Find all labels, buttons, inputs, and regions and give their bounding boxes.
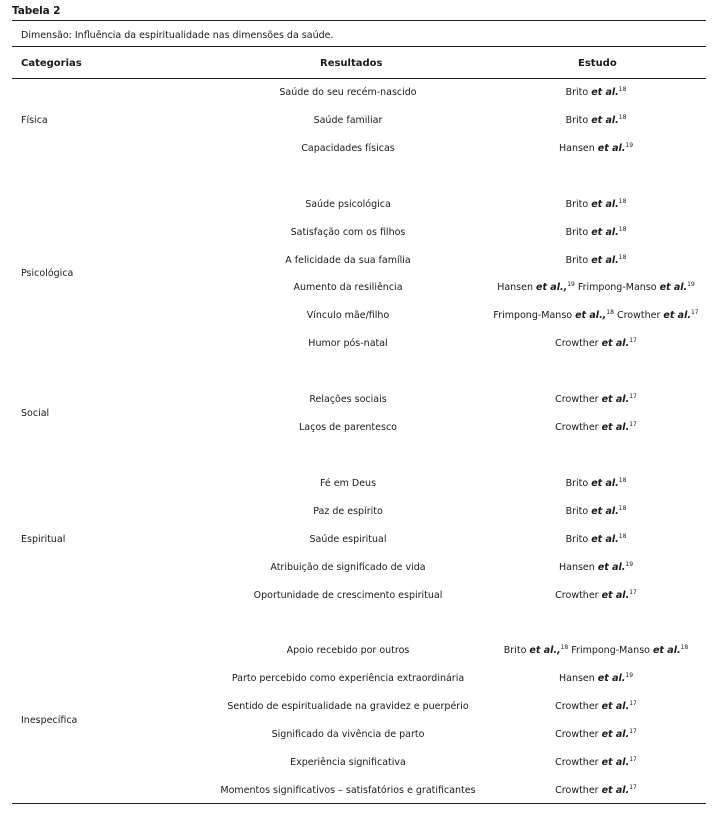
estudo-etal: et al. <box>601 394 630 406</box>
estudo-ref: 18 <box>618 197 627 205</box>
estudo-author: Crowther <box>613 310 664 322</box>
estudo-ref: 17 <box>629 392 637 400</box>
categoria-cell: Física <box>21 114 48 126</box>
estudo-ref: 18 <box>618 476 627 484</box>
estudo-etal: et al. <box>591 254 619 266</box>
estudo-etal: et al. <box>601 729 630 741</box>
estudo-ref: 19 <box>625 672 634 680</box>
table-subtitle: Dimensão: Influência da espiritualidade nas dimensões da saúde. <box>21 30 334 41</box>
resultado-cell: Humor pós-natal <box>308 338 388 350</box>
estudo-author: Brito <box>565 114 592 126</box>
estudo-ref: 18 <box>618 225 627 233</box>
estudo-author: Brito <box>565 198 592 210</box>
resultado-cell: Parto percebido como experiência extraordinária <box>231 673 465 685</box>
estudo-cell <box>555 338 637 349</box>
resultado-cell: Saúde familiar <box>313 114 383 126</box>
estudo-author: Brito <box>565 477 592 489</box>
estudo-ref: 17 <box>629 755 637 763</box>
estudo-ref: 18 <box>618 253 627 261</box>
estudo-author: Brito <box>565 505 592 517</box>
estudo-cell <box>555 394 637 405</box>
estudo-cell <box>559 673 633 684</box>
estudo-cell <box>566 115 627 126</box>
estudo-cell <box>555 729 637 740</box>
resultado-cell: Vínculo mãe/filho <box>306 310 390 322</box>
estudo-author: Crowther <box>555 589 602 601</box>
estudo-ref: 19 <box>567 281 575 289</box>
estudo-author: Hansen <box>558 561 598 573</box>
estudo-ref: 18 <box>680 644 689 652</box>
estudo-etal: et al. <box>663 310 691 322</box>
estudo-ref: 18 <box>618 504 627 512</box>
estudo-cell <box>559 562 633 573</box>
estudo-ref: 18 <box>606 309 614 317</box>
estudo-etal: et al. <box>601 338 630 350</box>
estudo-etal: et al. <box>601 784 630 796</box>
estudo-etal: et al. <box>652 645 681 657</box>
bottom-rule <box>12 803 706 804</box>
estudo-author: Frimpong-Manso <box>493 310 576 322</box>
estudo-cell <box>566 534 627 545</box>
estudo-ref: 18 <box>618 113 627 121</box>
estudo-etal: et al. <box>591 477 619 489</box>
estudo-etal: et al. <box>601 589 630 601</box>
estudo-author: Brito <box>565 226 592 238</box>
estudo-cell <box>555 757 637 768</box>
categoria-cell: Social <box>21 408 50 420</box>
estudo-author: Crowther <box>555 422 602 433</box>
estudo-etal: et al. <box>591 533 619 545</box>
resultado-cell: Saúde espiritual <box>309 533 387 545</box>
table-title: Tabela 2 <box>12 5 61 17</box>
estudo-cell <box>555 590 637 601</box>
estudo-etal: et al., <box>575 310 607 322</box>
resultado-cell: Significado da vivência de parto <box>271 729 425 741</box>
estudo-etal: et al. <box>597 561 626 573</box>
estudo-cell <box>566 87 627 98</box>
estudo-cell <box>566 506 627 517</box>
categoria-cell: Espiritual <box>21 533 66 545</box>
estudo-ref: 18 <box>560 644 569 652</box>
estudo-cell <box>555 422 637 433</box>
resultado-cell: Momentos significativos – satisfatórios e gratificantes <box>220 784 476 796</box>
resultado-cell: Apoio recebido por outros <box>286 645 410 657</box>
header-rule <box>12 78 706 79</box>
estudo-ref: 17 <box>690 309 699 317</box>
estudo-author: Crowther <box>555 784 602 796</box>
estudo-author: Frimpong-Manso <box>568 645 653 657</box>
estudo-etal: et al. <box>601 422 630 433</box>
estudo-ref: 17 <box>629 783 637 791</box>
estudo-cell <box>559 143 633 154</box>
estudo-etal: et al. <box>597 142 626 154</box>
resultado-cell: Experiência significativa <box>290 757 406 768</box>
estudo-cell <box>497 282 695 293</box>
resultado-cell: Aumento da resiliência <box>293 282 403 294</box>
categoria-cell: Inespecífica <box>21 715 78 727</box>
estudo-ref: 17 <box>629 337 637 345</box>
header-categorias: Categorias <box>21 58 82 69</box>
estudo-etal: et al. <box>591 226 619 238</box>
estudo-ref: 19 <box>625 141 634 149</box>
estudo-etal: et al. <box>591 198 619 210</box>
header-estudo: Estudo <box>578 58 617 69</box>
estudo-etal: et al. <box>597 673 626 685</box>
resultado-cell: Paz de espírito <box>313 505 383 517</box>
estudo-author: Crowther <box>555 701 602 713</box>
resultado-cell: Saúde do seu recém-nascido <box>279 87 417 98</box>
estudo-cell <box>566 255 627 266</box>
estudo-author: Crowther <box>555 757 602 768</box>
header-resultados: Resultados <box>320 58 383 69</box>
estudo-ref: 18 <box>618 85 627 93</box>
estudo-etal: et al., <box>536 282 568 294</box>
estudo-author: Crowther <box>555 729 602 741</box>
resultado-cell: Laços de parentesco <box>299 422 397 433</box>
estudo-author: Crowther <box>555 394 602 406</box>
estudo-cell <box>555 701 637 712</box>
estudo-etal: et al. <box>591 505 619 517</box>
resultado-cell: Oportunidade de crescimento espiritual <box>253 589 443 601</box>
resultado-cell: Atribuição de significado de vida <box>270 561 426 573</box>
estudo-cell <box>504 645 688 656</box>
estudo-cell <box>493 310 698 321</box>
resultado-cell: A felicidade da sua família <box>285 254 411 266</box>
estudo-ref: 17 <box>629 727 637 735</box>
top-rule <box>12 20 706 21</box>
estudo-author: Hansen <box>558 673 598 685</box>
estudo-cell <box>566 478 627 489</box>
estudo-author: Brito <box>565 87 592 98</box>
estudo-cell <box>566 199 627 210</box>
estudo-ref: 17 <box>629 588 637 596</box>
estudo-ref: 19 <box>625 560 634 568</box>
estudo-etal: et al. <box>601 701 630 713</box>
categoria-cell: Psicológica <box>21 268 74 280</box>
estudo-author: Brito <box>503 645 530 657</box>
estudo-author: Brito <box>565 254 592 266</box>
resultado-cell: Capacidades físicas <box>301 142 395 154</box>
estudo-etal: et al. <box>591 114 619 126</box>
estudo-etal: et al., <box>529 645 561 657</box>
estudo-etal: et al. <box>601 757 630 768</box>
resultado-cell: Saúde psicológica <box>305 198 391 210</box>
estudo-etal: et al. <box>591 87 619 98</box>
estudo-ref: 17 <box>629 420 637 428</box>
resultado-cell: Satisfação com os filhos <box>290 226 406 238</box>
estudo-author: Frimpong-Manso <box>574 282 660 294</box>
resultado-cell: Fé em Deus <box>319 477 377 489</box>
estudo-ref: 17 <box>629 700 637 708</box>
subtitle-rule <box>12 46 706 47</box>
resultado-cell: Relações sociais <box>309 394 387 406</box>
estudo-author: Hansen <box>558 142 598 154</box>
estudo-cell <box>566 227 627 238</box>
estudo-ref: 18 <box>618 532 627 540</box>
estudo-cell <box>555 785 637 796</box>
estudo-author: Brito <box>565 533 592 545</box>
estudo-author: Hansen <box>497 282 537 294</box>
estudo-author: Crowther <box>555 338 602 350</box>
resultado-cell: Sentido de espiritualidade na gravidez e puerpério <box>227 701 469 713</box>
estudo-ref: 19 <box>687 281 695 289</box>
estudo-etal: et al. <box>659 282 688 294</box>
